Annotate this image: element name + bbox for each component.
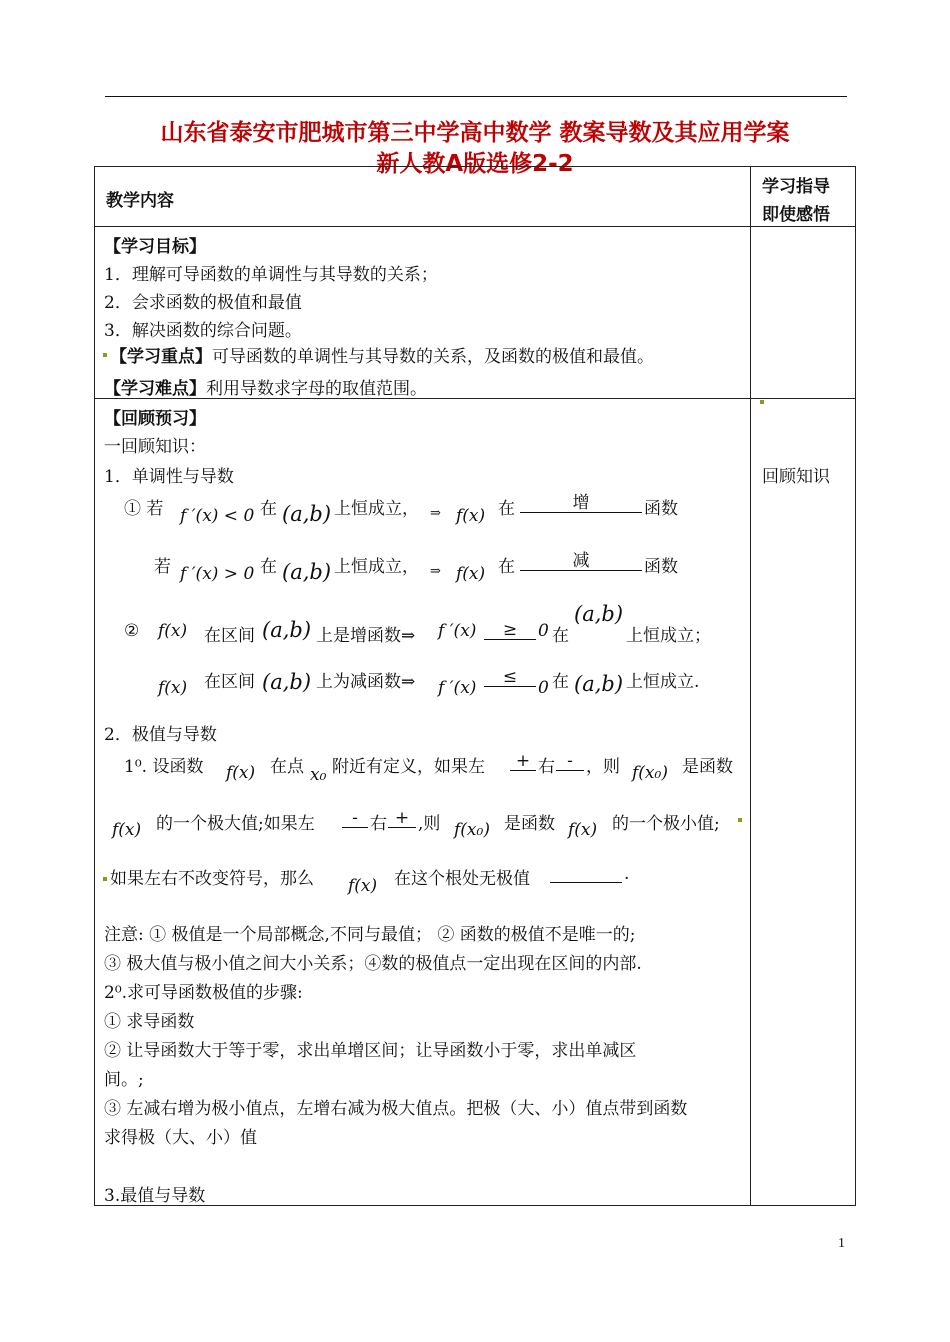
blank-answer: ≤	[484, 668, 536, 687]
review-sub: 一回顾知识：	[104, 437, 206, 457]
text: 上恒成立；	[626, 626, 711, 646]
formula: 0	[538, 621, 549, 641]
rule-1-label: ① 若	[124, 499, 164, 519]
formula: 0	[538, 678, 549, 698]
text: 上为减函数⇒	[316, 672, 416, 692]
difficulty: 【学习难点】利用导数求字母的取值范围。	[104, 379, 427, 399]
formula: f(x)	[568, 820, 598, 840]
column-divider	[750, 166, 751, 1205]
goals-heading: 【学习目标】	[104, 237, 206, 257]
text: 在	[260, 499, 277, 519]
blank-answer: +	[510, 752, 536, 771]
text: 在	[498, 557, 515, 577]
blank-answer: -	[342, 809, 368, 828]
page-title: 山东省泰安市肥城市第三中学高中数学 教案导数及其应用学案	[160, 120, 790, 146]
page-number: 1	[838, 1236, 845, 1251]
header-guide: 学习指导	[762, 177, 830, 197]
text: 函数	[644, 499, 678, 519]
note-line: ③ 极大值与极小值之间大小关系；④数的极值点一定出现在区间的内部.	[104, 954, 642, 974]
blank-answer: 增	[520, 494, 642, 513]
header-content: 教学内容	[106, 191, 174, 211]
arrow-icon: ⇒	[430, 506, 441, 521]
text: 右	[370, 814, 387, 834]
text: 如果左右不改变符号，那么	[110, 869, 314, 889]
text: 是函数	[504, 814, 555, 834]
mark-dot	[738, 818, 742, 822]
text: ,则	[418, 814, 441, 834]
text: 的一个极小值;	[612, 814, 720, 834]
blank-answer	[550, 864, 622, 883]
text: 在	[260, 557, 277, 577]
text: 在这个根处无极值	[394, 869, 530, 889]
text: .	[624, 864, 630, 884]
text: 的一个极大值;如果左	[156, 814, 315, 834]
goal-item: 1．理解可导函数的单调性与其导数的关系；	[104, 265, 438, 285]
text: 右	[538, 757, 555, 777]
formula: f(x)	[226, 763, 256, 783]
formula: f(x)	[158, 678, 188, 698]
mark-dot	[103, 353, 107, 357]
text: ，则	[586, 757, 620, 777]
text: 上恒成立，	[334, 499, 419, 519]
goal-item: 3．解决函数的综合问题。	[104, 321, 302, 341]
text: 上恒成立，	[334, 557, 419, 577]
note-line: 注意: ① 极值是一个局部概念,不同与最值； ② 函数的极值不是唯一的;	[104, 925, 636, 945]
key-point: 【学习重点】可导函数的单调性与其导数的关系，及函数的极值和最值。	[110, 347, 654, 367]
section-1: 1．单调性与导数	[104, 467, 234, 487]
formula: f(x)	[456, 564, 486, 584]
text: 在	[552, 626, 569, 646]
rule-num: ②	[124, 621, 140, 641]
blank-answer: +	[388, 809, 416, 828]
text: 在点	[270, 757, 304, 777]
interval: (a,b)	[282, 502, 332, 526]
review-heading: 【回顾预习】	[104, 409, 206, 429]
interval: (a,b)	[574, 672, 624, 696]
step-item: ③ 左减右增为极小值点，左增右减为极大值点。把极（大、小）值点带到函数	[104, 1099, 688, 1119]
text: 在区间	[204, 626, 255, 646]
step-item: ② 让导函数大于等于零，求出单增区间；让导函数小于零，求出单减区	[104, 1041, 637, 1061]
blank-answer: 减	[520, 552, 642, 571]
goal-item: 2．会求函数的极值和最值	[104, 293, 302, 313]
steps-heading: 2⁰.求可导函数极值的步骤:	[104, 983, 303, 1003]
step-item: ① 求导函数	[104, 1012, 195, 1032]
formula: f(x₀)	[454, 820, 490, 840]
mark-dot	[103, 877, 107, 881]
step-item: 间。;	[104, 1070, 144, 1090]
side-note: 回顾知识	[762, 467, 830, 487]
blank-answer: -	[556, 752, 584, 771]
text: 在区间	[204, 672, 255, 692]
rule-2-label: 若	[154, 557, 171, 577]
formula: f ′(x) < 0	[180, 506, 255, 526]
formula: x₀	[310, 765, 327, 785]
page-subtitle: 新人教A版选修2-2	[376, 151, 574, 177]
step-item: 求得极（大、小）值	[104, 1128, 257, 1148]
text: 上恒成立.	[626, 672, 700, 692]
header-rule	[105, 96, 847, 97]
formula: f(x₀)	[632, 763, 668, 783]
text: 1⁰. 设函数	[124, 757, 204, 777]
text: 函数	[644, 557, 678, 577]
formula: f(x)	[158, 621, 188, 641]
arrow-icon: ⇒	[430, 564, 441, 579]
section-3: 3.最值与导数	[104, 1186, 206, 1206]
blank-answer: ≥	[484, 621, 536, 640]
formula: f ′(x) > 0	[180, 564, 255, 584]
formula: f ′(x)	[438, 621, 477, 641]
text: 在	[498, 499, 515, 519]
interval: (a,b)	[262, 618, 312, 642]
mark-dot	[760, 400, 764, 404]
text: 上是增函数⇒	[316, 626, 416, 646]
interval: (a,b)	[282, 560, 332, 584]
formula: f(x)	[456, 506, 486, 526]
formula: f(x)	[112, 820, 142, 840]
formula: f ′(x)	[438, 678, 477, 698]
interval: (a,b)	[574, 602, 624, 626]
text: 附近有定义，如果左	[332, 757, 485, 777]
formula: f(x)	[348, 876, 378, 896]
text: 是函数	[682, 757, 733, 777]
text: 在	[552, 672, 569, 692]
section-2: 2．极值与导数	[104, 725, 217, 745]
row-divider	[94, 226, 855, 227]
interval: (a,b)	[262, 670, 312, 694]
header-guide-2: 即使感悟	[762, 205, 830, 225]
